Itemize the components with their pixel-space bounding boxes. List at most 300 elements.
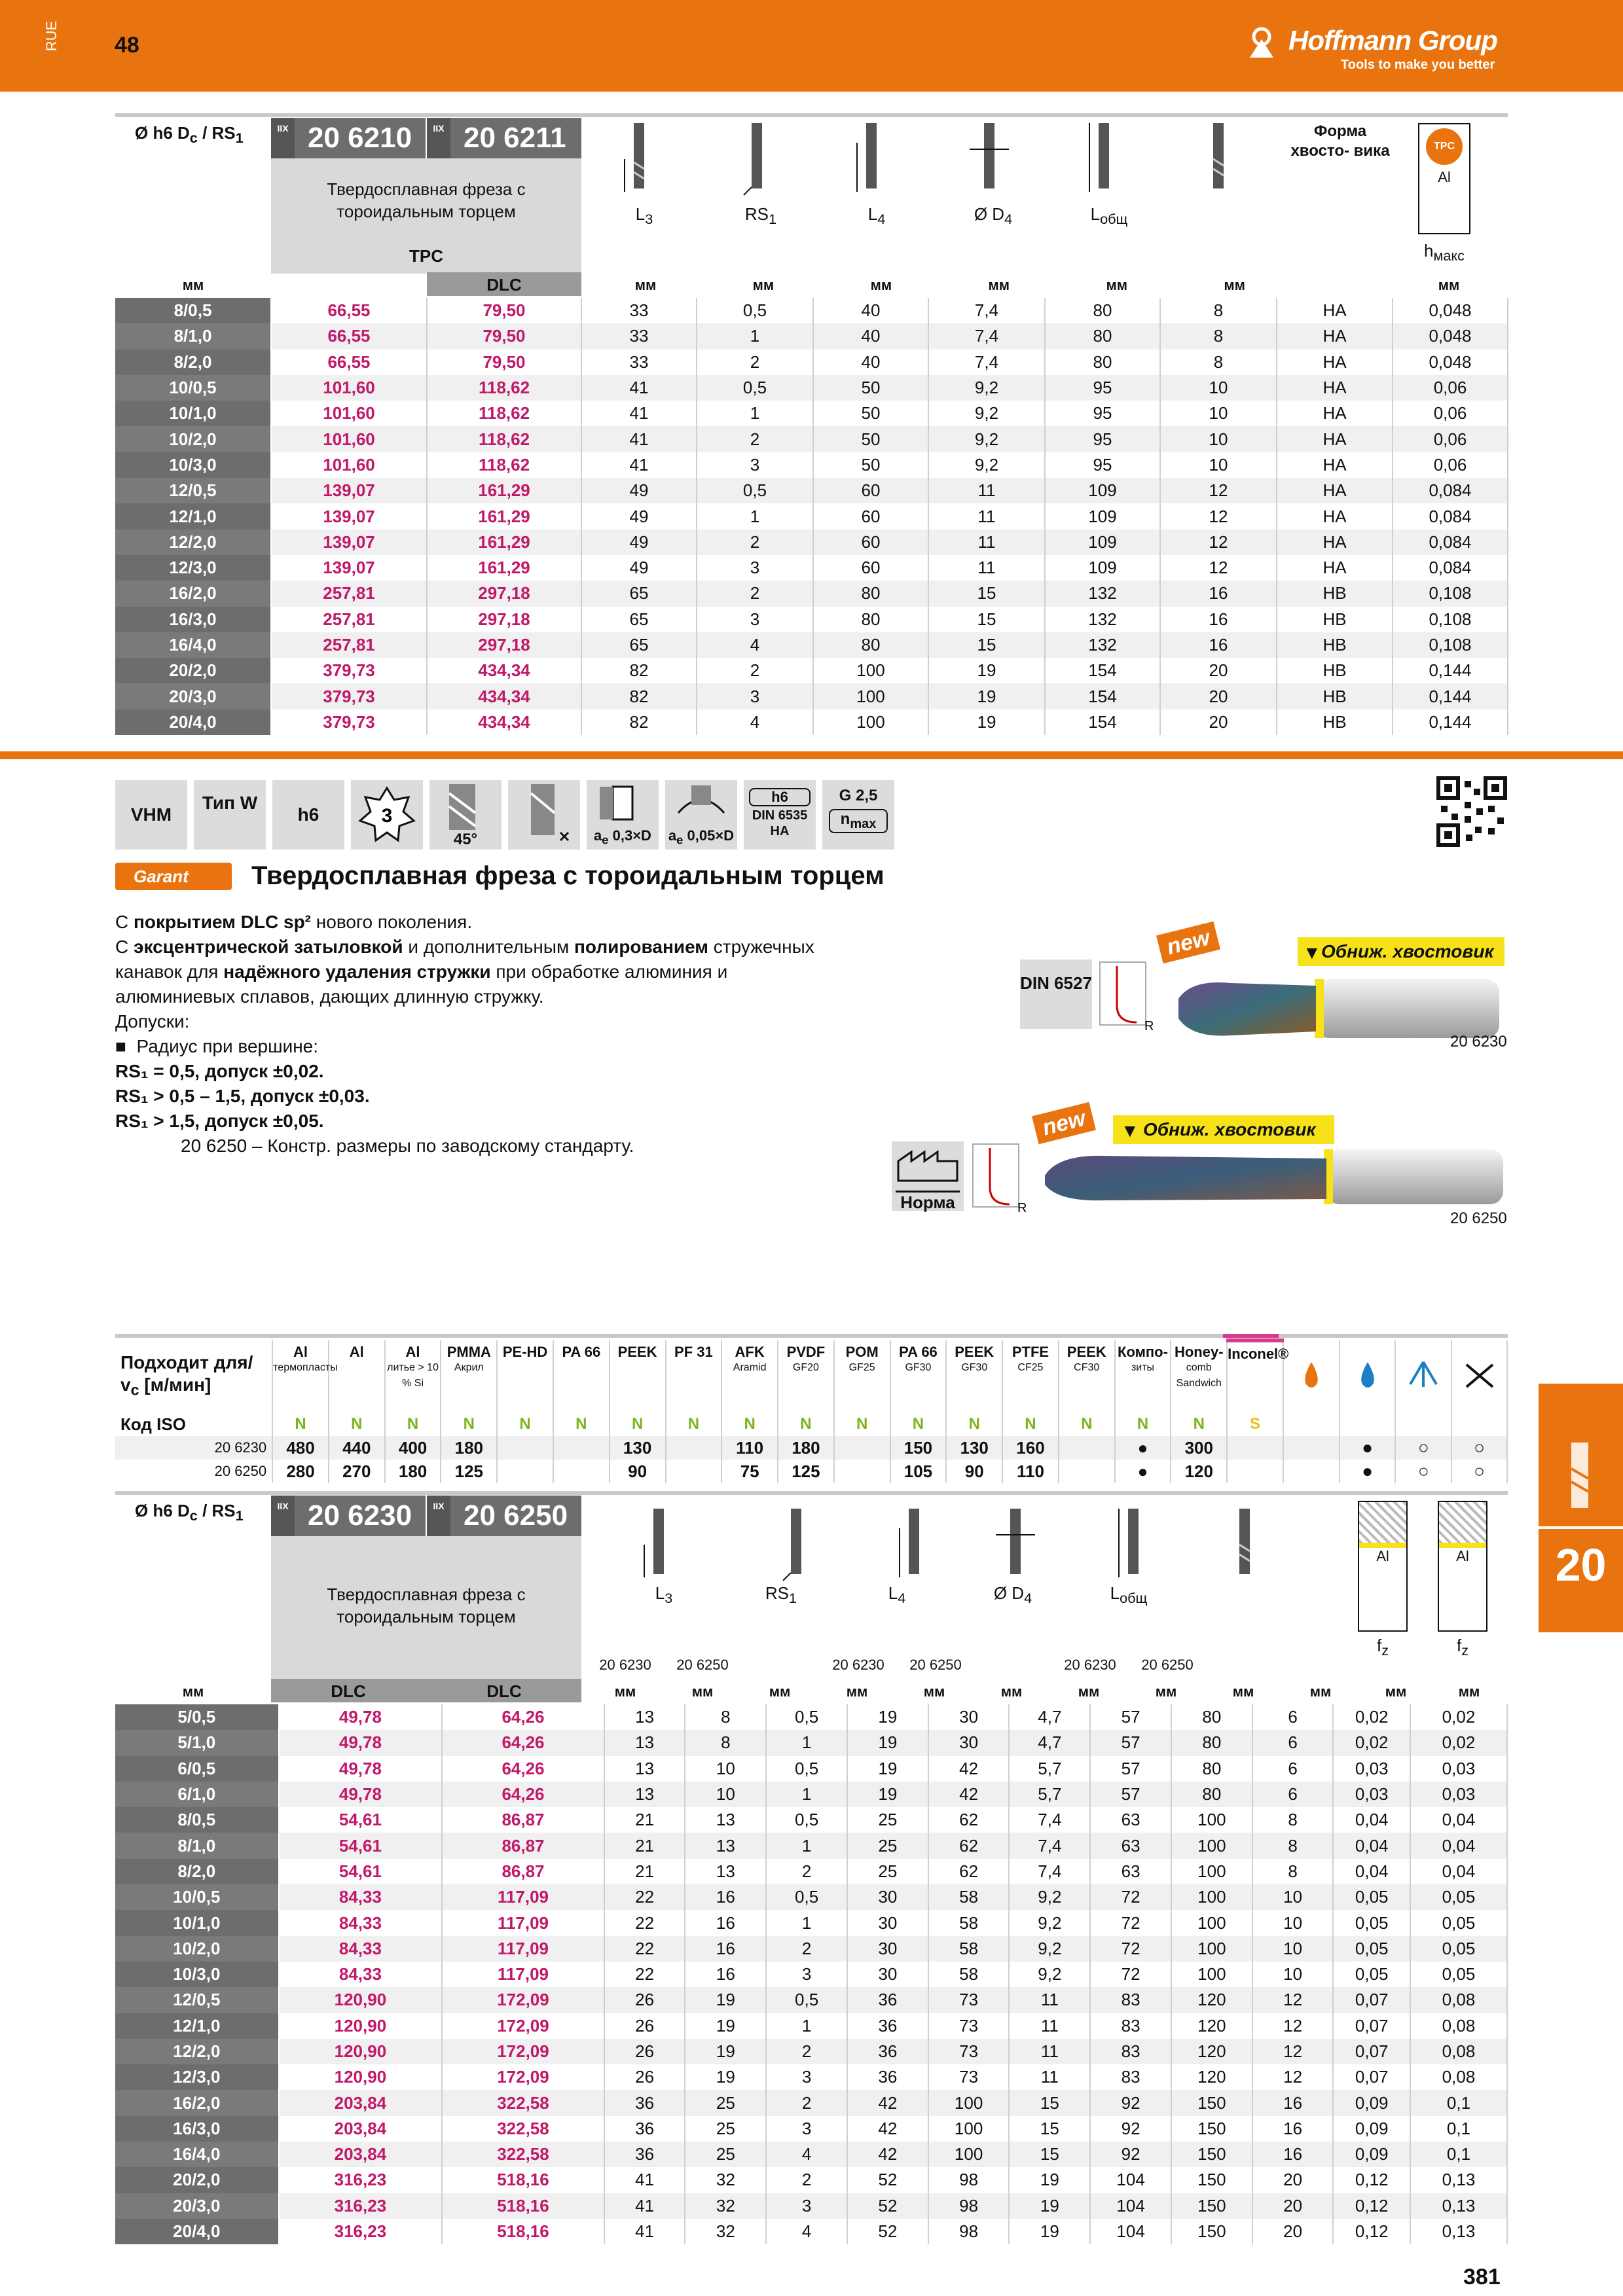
row-value: 41 [604, 2219, 685, 2244]
row-value: 8 [1160, 298, 1277, 323]
row-value: 52 [847, 2167, 928, 2193]
row-value: 154 [1045, 683, 1160, 709]
chip-ae2: $a_e$ 0,05×D [665, 780, 737, 850]
row-dimension: 6/0,5 [115, 1756, 279, 1782]
row-value: 13 [604, 1730, 685, 1755]
row-value: 9,2 [1009, 1910, 1090, 1935]
row-value: 15 [928, 607, 1045, 632]
table-row [115, 1987, 1507, 2013]
row-value: 104 [1090, 2193, 1171, 2219]
row-value: 6 [1252, 1756, 1334, 1782]
row-value: 100 [813, 709, 928, 735]
shank-label-1: ▼ Обниж. хвостовик [1298, 937, 1504, 966]
row-price: 64,26 [442, 1730, 604, 1755]
row-value: 4,7 [1009, 1704, 1090, 1730]
coolant-icon-cell [1283, 1340, 1340, 1412]
iso-code: N [610, 1412, 666, 1436]
row-dimension: 16/3,0 [115, 607, 271, 632]
row-dimension: 10/3,0 [115, 1962, 279, 1987]
row-value: 5,7 [1009, 1782, 1090, 1807]
row-value: 0,108 [1393, 632, 1508, 658]
row-value: 100 [1171, 1962, 1252, 1987]
cutting-speed [1059, 1460, 1115, 1483]
col2-l3: $L_3$ [655, 1583, 673, 1607]
row-price: 120,90 [279, 2039, 443, 2064]
row-value: 3 [697, 555, 813, 581]
row-value: 83 [1090, 2039, 1171, 2064]
row-value: 1 [697, 323, 813, 349]
empty-cell [1395, 1412, 1451, 1436]
row-value: 0,04 [1410, 1859, 1507, 1884]
row-value: 0,5 [766, 1884, 847, 1910]
row-value: 50 [813, 401, 928, 426]
cutting-speed: 160 [1002, 1436, 1059, 1460]
row-value: 154 [1045, 709, 1160, 735]
row-price: 379,73 [271, 683, 427, 709]
row-value: 0,108 [1393, 607, 1508, 632]
row-value: 98 [928, 2219, 1010, 2244]
iso-code: N [497, 1412, 553, 1436]
row-value: 109 [1045, 555, 1160, 581]
row-dimension: 8/1,0 [115, 1833, 279, 1858]
row-value: 12 [1160, 478, 1277, 503]
row-value: 42 [847, 2142, 928, 2167]
row-value: 154 [1045, 658, 1160, 683]
coolant-rating: ○ [1395, 1436, 1451, 1460]
row-value: 0,05 [1410, 1936, 1507, 1962]
row-value: 12 [1252, 2039, 1334, 2064]
col-l3: $L_3$ [635, 204, 653, 228]
col-ltotal: $L_{общ}$ [1090, 204, 1128, 228]
row-value: 0,1 [1410, 2090, 1507, 2115]
iso-code: N [553, 1412, 610, 1436]
row-value: 0,04 [1333, 1833, 1410, 1858]
cutting-speed: 125 [441, 1460, 497, 1483]
dc-label-2: Ø h6 $D_c / RS_1$ [135, 1501, 244, 1524]
page-number: 381 [1463, 2265, 1501, 2289]
row-value: 109 [1045, 478, 1160, 503]
table-row [115, 1884, 1507, 1910]
row-value: 73 [928, 1987, 1010, 2013]
row-value: 15 [928, 581, 1045, 606]
fz-box-2: Al [1438, 1501, 1487, 1632]
row-value: 2 [697, 426, 813, 452]
col2-l4: $L_4$ [888, 1583, 906, 1607]
material-col-header: POM GF25 [834, 1340, 890, 1412]
row-value: 65 [581, 581, 697, 606]
row-price: 49,78 [279, 1730, 443, 1755]
row-value: 60 [813, 478, 928, 503]
row-value: 6 [1252, 1704, 1334, 1730]
cutting-speed: 110 [1002, 1460, 1059, 1483]
shank-icon [1199, 123, 1238, 202]
row-value: 0,03 [1410, 1756, 1507, 1782]
row-value: 10 [685, 1756, 766, 1782]
row-value: 83 [1090, 1987, 1171, 2013]
row-price: 316,23 [279, 2193, 443, 2219]
row-value: 57 [1090, 1730, 1171, 1755]
table-row [115, 298, 1508, 323]
row-dimension: 20/4,0 [115, 2219, 279, 2244]
row-value: 50 [813, 452, 928, 478]
row-value: 80 [1045, 298, 1160, 323]
iso-code: N [272, 1412, 329, 1436]
row-value: 7,4 [1009, 1833, 1090, 1858]
empty-cell [1283, 1412, 1340, 1436]
row-value: 15 [1009, 2090, 1090, 2115]
l4-icon [852, 123, 891, 202]
cutting-speed [497, 1436, 553, 1460]
row-price: 434,34 [427, 658, 581, 683]
row-value: 20 [1252, 2167, 1334, 2193]
row-value: 95 [1045, 452, 1160, 478]
cutting-speed: 280 [272, 1460, 329, 1483]
row-value: 21 [604, 1833, 685, 1858]
row-value: 65 [581, 632, 697, 658]
row-value: 9,2 [1009, 1936, 1090, 1962]
row-value: 0,13 [1410, 2167, 1507, 2193]
speed-row [115, 1436, 1507, 1460]
row-value: 16 [1252, 2116, 1334, 2142]
row-dimension: 16/2,0 [115, 2090, 279, 2115]
row-price: 518,16 [442, 2193, 604, 2219]
row-value: HB [1277, 683, 1393, 709]
material-col-header: PEEK [610, 1340, 666, 1412]
row-value: 33 [581, 323, 697, 349]
coolant-rating [1283, 1436, 1340, 1460]
water-drop-icon [1355, 1358, 1381, 1391]
row-value: 0,084 [1393, 529, 1508, 555]
row-value: 2 [766, 1859, 847, 1884]
suitable-for-label: Подходит для/ $v_c$ [м/мин] [115, 1340, 272, 1412]
row-dimension: 8/0,5 [115, 298, 271, 323]
row-dimension: 12/1,0 [115, 503, 271, 529]
row-price: 117,09 [442, 1936, 604, 1962]
row-value: 12 [1160, 555, 1277, 581]
row-value: 6 [1252, 1782, 1334, 1807]
table-row [115, 555, 1508, 581]
iso-code: N [329, 1412, 385, 1436]
row-value: HA [1277, 555, 1393, 581]
row-price: 84,33 [279, 1884, 443, 1910]
material-col-header: Al [329, 1340, 385, 1412]
iso-code: N [441, 1412, 497, 1436]
row-dimension: 10/0,5 [115, 375, 271, 401]
empty-cell [1340, 1412, 1396, 1436]
row-dimension: 12/3,0 [115, 2064, 279, 2090]
units-row-2: мм мм мм мм мм мм мм мм мм мм мм мм [614, 1683, 1480, 1700]
row-value: 83 [1090, 2064, 1171, 2090]
row-value: 36 [847, 2013, 928, 2039]
row-value: 16 [1160, 607, 1277, 632]
factory-icon [892, 1141, 964, 1187]
row-value: 60 [813, 529, 928, 555]
row-value: 0,07 [1333, 2064, 1410, 2090]
table-row [115, 2167, 1507, 2193]
row-value: 19 [847, 1782, 928, 1807]
chapter-tab [1539, 1384, 1623, 1632]
row-value: 2 [697, 350, 813, 375]
table-row [115, 2064, 1507, 2090]
row-value: 12 [1252, 1987, 1334, 2013]
material-col-header: PEEK CF30 [1059, 1340, 1115, 1412]
cutting-speed: 130 [946, 1436, 1002, 1460]
material-col-header: PTFE CF25 [1002, 1340, 1059, 1412]
d4-icon [966, 123, 1012, 202]
cutting-speed: 180 [441, 1436, 497, 1460]
tool-code-2: 20 6250 [1450, 1210, 1507, 1227]
row-value: 20 [1160, 709, 1277, 735]
row-value: 16 [685, 1910, 766, 1935]
table-row [115, 350, 1508, 375]
table-row [115, 632, 1508, 658]
row-value: 19 [928, 658, 1045, 683]
row-value: 41 [581, 401, 697, 426]
cutting-speed: 300 [1171, 1436, 1227, 1460]
row-dimension: 12/0,5 [115, 478, 271, 503]
row-price: 257,81 [271, 632, 427, 658]
row-value: 0,08 [1410, 2013, 1507, 2039]
row-price: 161,29 [427, 503, 581, 529]
iso-code: N [385, 1412, 441, 1436]
col-d4: Ø $D_4$ [974, 204, 1013, 228]
coolant-rating: ● [1340, 1436, 1396, 1460]
tool-code-1: 20 6230 [1450, 1033, 1507, 1050]
row-value: 0,084 [1393, 478, 1508, 503]
row-value: 0,02 [1410, 1730, 1507, 1755]
row-value: 0,1 [1410, 2116, 1507, 2142]
row-dimension: 16/4,0 [115, 2142, 279, 2167]
al-label: Al [1438, 169, 1451, 185]
iso-code: N [1059, 1412, 1115, 1436]
row-value: 9,2 [1009, 1962, 1090, 1987]
row-value: 36 [604, 2116, 685, 2142]
table-row [115, 1833, 1507, 1858]
coolant-rating [1283, 1460, 1340, 1483]
chapter-number: 20 [1539, 1526, 1623, 1598]
row-price: 120,90 [279, 2064, 443, 2090]
row-value: 10 [685, 1782, 766, 1807]
row-value: 150 [1171, 2167, 1252, 2193]
table-row [115, 2142, 1507, 2167]
row-dimension: 10/0,5 [115, 1884, 279, 1910]
row-value: 98 [928, 2193, 1010, 2219]
cutting-speed: 180 [778, 1436, 834, 1460]
row-price: 139,07 [271, 503, 427, 529]
row-price: 101,60 [271, 452, 427, 478]
d4-icon-2 [993, 1509, 1038, 1587]
col2-fz-2: $f_z$ [1456, 1636, 1469, 1659]
row-dimension: 12/2,0 [115, 529, 271, 555]
row-value: 58 [928, 1910, 1010, 1935]
chip-type: Тип W [194, 780, 266, 850]
row-price: 203,84 [279, 2090, 443, 2115]
row-price: 54,61 [279, 1833, 443, 1858]
dry-icon [1460, 1358, 1499, 1391]
row-value: 2 [697, 529, 813, 555]
rs-icon [737, 123, 776, 202]
row-value: 0,144 [1393, 683, 1508, 709]
l4-icon-2 [894, 1509, 934, 1587]
row-value: 120 [1171, 2013, 1252, 2039]
row-value: 42 [847, 2090, 928, 2115]
row-value: 62 [928, 1859, 1010, 1884]
brand-tagline: Tools to make you better [1341, 58, 1495, 72]
material-col-header: Al литье > 10 % Si [385, 1340, 441, 1412]
row-value: 109 [1045, 503, 1160, 529]
row-value: 9,2 [928, 426, 1045, 452]
row-value: 0,5 [766, 1807, 847, 1833]
chip-din: h6 DIN 6535 HA [744, 780, 816, 850]
shank-label-2: ▼ Обниж. хвостовик [1113, 1115, 1334, 1144]
fz-box-1: Al [1358, 1501, 1408, 1632]
row-value: 12 [1252, 2013, 1334, 2039]
row-value: 30 [847, 1910, 928, 1935]
table-row [115, 503, 1508, 529]
material-col-header: PVDF GF20 [778, 1340, 834, 1412]
row-price: 84,33 [279, 1936, 443, 1962]
row-value: 42 [928, 1756, 1010, 1782]
row-value: 25 [685, 2142, 766, 2167]
row-price: 297,18 [427, 607, 581, 632]
down-arrow-icon: ▼ [1303, 942, 1321, 963]
row-value: 19 [685, 2039, 766, 2064]
row-price: 203,84 [279, 2116, 443, 2142]
row-value: 20 [1252, 2193, 1334, 2219]
row-value: 52 [847, 2219, 928, 2244]
row-price: 49,78 [279, 1704, 443, 1730]
row-value: 95 [1045, 426, 1160, 452]
row-value: 41 [581, 452, 697, 478]
col2-fz-1: $f_z$ [1376, 1636, 1389, 1659]
row-value: 9,2 [928, 401, 1045, 426]
row-value: 9,2 [928, 375, 1045, 401]
row-value: 10 [1252, 1962, 1334, 1987]
sub-article-row: 20 6230 20 6250 20 6230 20 6250 20 6230 20 6250 [599, 1657, 1194, 1673]
table-row [115, 1782, 1507, 1807]
row-value: 3 [766, 1962, 847, 1987]
row-value: 0,048 [1393, 350, 1508, 375]
row-value: 11 [1009, 2039, 1090, 2064]
row-price: 118,62 [427, 375, 581, 401]
row-value: 3 [766, 2116, 847, 2142]
units-row: мм мм мм мм мм мм мм [634, 277, 1460, 293]
row-dimension: 20/2,0 [115, 658, 271, 683]
row-value: 57 [1090, 1756, 1171, 1782]
row-value: 4 [766, 2219, 847, 2244]
row-value: 41 [604, 2167, 685, 2193]
row-value: 0,12 [1333, 2167, 1410, 2193]
lang-code: RUE [43, 20, 60, 52]
row-value: 10 [1252, 1936, 1334, 1962]
ltotal-icon-2 [1114, 1509, 1153, 1587]
row-price: 172,09 [442, 2039, 604, 2064]
row-price: 118,62 [427, 401, 581, 426]
row-dimension: 8/2,0 [115, 1859, 279, 1884]
row-price: 49,78 [279, 1756, 443, 1782]
row-price: 101,60 [271, 401, 427, 426]
row-price: 54,61 [279, 1807, 443, 1833]
table-row [115, 1859, 1507, 1884]
row-value: 100 [1171, 1807, 1252, 1833]
row-value: 13 [604, 1756, 685, 1782]
unit-mm: мм [182, 277, 204, 293]
row-price: 172,09 [442, 1987, 604, 2013]
row-value: 80 [1171, 1756, 1252, 1782]
row-value: 21 [604, 1807, 685, 1833]
row-value: 60 [813, 503, 928, 529]
row-value: 80 [1171, 1730, 1252, 1755]
row-price: 434,34 [427, 683, 581, 709]
iso-code: N [666, 1412, 722, 1436]
row-value: 40 [813, 298, 928, 323]
row-value: 36 [847, 2064, 928, 2090]
row-value: 4,7 [1009, 1730, 1090, 1755]
material-col-header: PA 66 GF30 [890, 1340, 947, 1412]
row-value: 8 [1160, 323, 1277, 349]
row-value: 11 [928, 529, 1045, 555]
row-value: 13 [604, 1704, 685, 1730]
row-value: 72 [1090, 1962, 1171, 1987]
row-value: 2 [697, 658, 813, 683]
iso-code: N [890, 1412, 947, 1436]
row-value: 100 [928, 2116, 1010, 2142]
cutting-speed [1227, 1460, 1283, 1483]
row-value: 1 [766, 1910, 847, 1935]
row-value: 25 [847, 1833, 928, 1858]
row-value: 100 [1171, 1833, 1252, 1858]
row-price: 139,07 [271, 529, 427, 555]
row-value: 36 [847, 1987, 928, 2013]
col-l4: $L_4$ [867, 204, 886, 228]
row-value: 3 [697, 607, 813, 632]
table-row [115, 2193, 1507, 2219]
table-row [115, 1910, 1507, 1935]
table-row [115, 709, 1508, 735]
row-value: 132 [1045, 581, 1160, 606]
coating-dlc-2: DLC [486, 1681, 522, 1701]
table-row [115, 2090, 1507, 2115]
new-badge-2: new [1032, 1102, 1096, 1144]
row-price: 518,16 [442, 2167, 604, 2193]
row-price: 54,61 [279, 1859, 443, 1884]
table-row [115, 529, 1508, 555]
table2-header [115, 1496, 1508, 1705]
mist-icon [1404, 1358, 1443, 1391]
row-value: 63 [1090, 1859, 1171, 1884]
row-value: 80 [1171, 1704, 1252, 1730]
row-value: 0,04 [1410, 1833, 1507, 1858]
iso-code: N [1115, 1412, 1171, 1436]
cutting-speed [666, 1436, 722, 1460]
row-value: 104 [1090, 2219, 1171, 2244]
tpc-al-box [1418, 123, 1470, 234]
row-price: 86,87 [442, 1859, 604, 1884]
row-value: HA [1277, 529, 1393, 555]
row-value: 10 [1252, 1910, 1334, 1935]
chip-balance: G 2,5 $n_{max}$ [822, 780, 894, 850]
row-dimension: 10/2,0 [115, 426, 271, 452]
article-20-6211: IIX 20 6211 [427, 118, 581, 158]
row-value: 2 [766, 2090, 847, 2115]
row-value: HA [1277, 298, 1393, 323]
row-value: 41 [581, 426, 697, 452]
row-dimension: 16/4,0 [115, 632, 271, 658]
row-value: HA [1277, 350, 1393, 375]
rs-icon-2 [776, 1509, 816, 1587]
article-20-6210: IIX 20 6210 [271, 118, 426, 158]
row-price: 86,87 [442, 1807, 604, 1833]
